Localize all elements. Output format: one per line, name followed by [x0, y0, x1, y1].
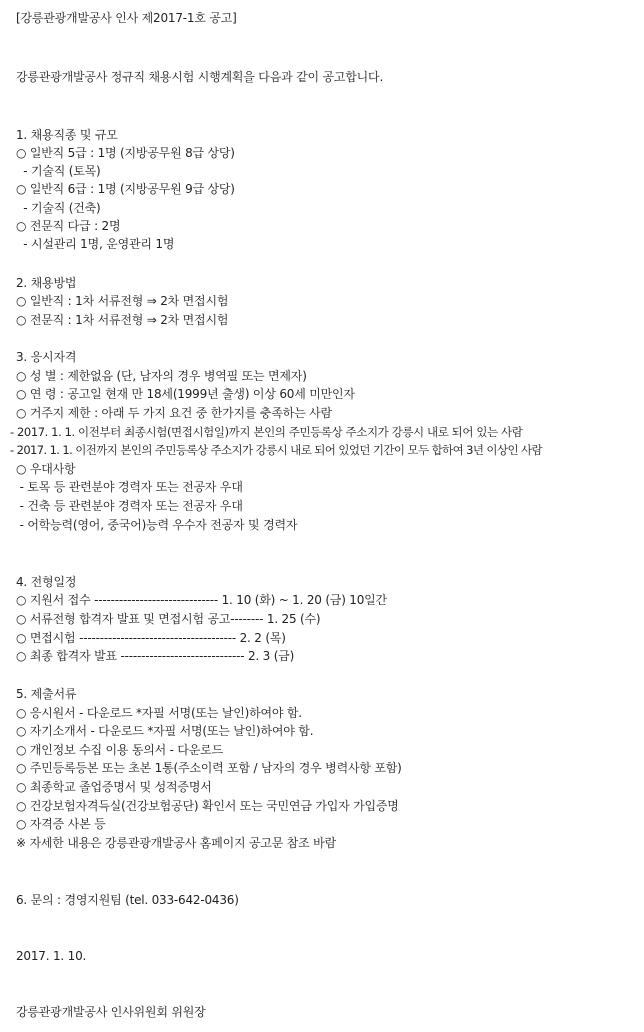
section-5-heading: 5. 제출서류 [16, 687, 77, 701]
section-3-line: ○ 거주지 제한 : 아래 두 가지 요건 중 한가지를 충족하는 사람 [16, 406, 332, 420]
section-5-line: ○ 자격증 사본 등 [16, 817, 106, 831]
section-1-line: ○ 전문직 다급 : 2명 [16, 219, 121, 233]
section-3-line: - 2017. 1. 1. 이전까지 본인의 주민등록상 주소지가 강릉시 내로 되어 있었던 기간이 모두 합하여 3년 이상인 사람 [10, 443, 543, 457]
section-2-heading: 2. 채용방법 [16, 276, 77, 290]
section-4-line: ○ 지원서 접수 ------------------------------ 1. 10 (화) ~ 1. 20 (금) 10일간 [16, 593, 387, 607]
section-1-line: - 시설관리 1명, 운영관리 1명 [16, 237, 175, 251]
section-3-line: - 토목 등 관련분야 경력자 또는 전공자 우대 [16, 480, 243, 494]
signature-line: 강릉관광개발공사 인사위원회 위원장 [16, 1005, 206, 1019]
section-3-line: ○ 연 령 : 공고일 현재 만 18세(1999년 출생) 이상 60세 미만인자 [16, 387, 355, 401]
section-5-line: ○ 자기소개서 - 다운로드 *자필 서명(또는 날인)하여야 함. [16, 724, 314, 738]
section-4-heading: 4. 전형일정 [16, 575, 77, 589]
intro-text: 강릉관광개발공사 정규직 채용시험 시행계획을 다음과 같이 공고합니다. [16, 70, 384, 84]
section-3-heading: 3. 응시자격 [16, 350, 77, 364]
section-5-line: ○ 개인정보 수집 이용 동의서 - 다운로드 [16, 743, 223, 757]
section-1-line: - 기술직 (토목) [16, 164, 101, 178]
section-5-line: ○ 건강보험자격득실(건강보험공단) 확인서 또는 국민연금 가입자 가입증명 [16, 799, 399, 813]
section-3-line: - 어학능력(영어, 중국어)능력 우수자 전공자 및 경력자 [16, 518, 298, 532]
section-1-heading: 1. 채용직종 및 규모 [16, 128, 118, 142]
section-5-line: ○ 최종학교 졸업증명서 및 성적증명서 [16, 780, 212, 794]
section-3-line: - 건축 등 관련분야 경력자 또는 전공자 우대 [16, 499, 243, 513]
section-4-line: ○ 최종 합격자 발표 ------------------------------ 2. 3 (금) [16, 649, 295, 663]
section-2-line: ○ 전문직 : 1차 서류전형 ⇒ 2차 면접시험 [16, 313, 229, 327]
section-1-line: ○ 일반직 6급 : 1명 (지방공무원 9급 상당) [16, 182, 235, 196]
section-3-line: - 2017. 1. 1. 이전부터 최종시험(면접시험일)까지 본인의 주민등록상 주소지가 강릉시 내로 되어 있는 사람 [10, 425, 523, 439]
section-3-line: ○ 성 별 : 제한없음 (단, 남자의 경우 병역필 또는 면제자) [16, 369, 307, 383]
notice-header: [강릉관광개발공사 인사 제2017-1호 공고] [16, 11, 237, 25]
section-5-line: ○ 응시원서 - 다운로드 *자필 서명(또는 날인)하여야 함. [16, 706, 302, 720]
section-1-line: ○ 일반직 5급 : 1명 (지방공무원 8급 상당) [16, 146, 235, 160]
section-3-line: ○ 우대사항 [16, 462, 76, 476]
notice-date: 2017. 1. 10. [16, 949, 87, 963]
section-1-line: - 기술직 (건축) [16, 201, 101, 215]
section-4-line: ○ 면접시험 -------------------------------------- 2. 2 (목) [16, 631, 286, 645]
contact-info: 6. 문의 : 경영지원팀 (tel. 033-642-0436) [16, 893, 239, 907]
section-5-note: ※ 자세한 내용은 강릉관광개발공사 홈페이지 공고문 참조 바람 [16, 836, 336, 850]
section-5-line: ○ 주민등록등본 또는 초본 1통(주소이력 포함 / 남자의 경우 병력사항 포함) [16, 761, 402, 775]
section-4-line: ○ 서류전형 합격자 발표 및 면접시험 공고-------- 1. 25 (수) [16, 612, 321, 626]
section-2-line: ○ 일반직 : 1차 서류전형 ⇒ 2차 면접시험 [16, 294, 229, 308]
